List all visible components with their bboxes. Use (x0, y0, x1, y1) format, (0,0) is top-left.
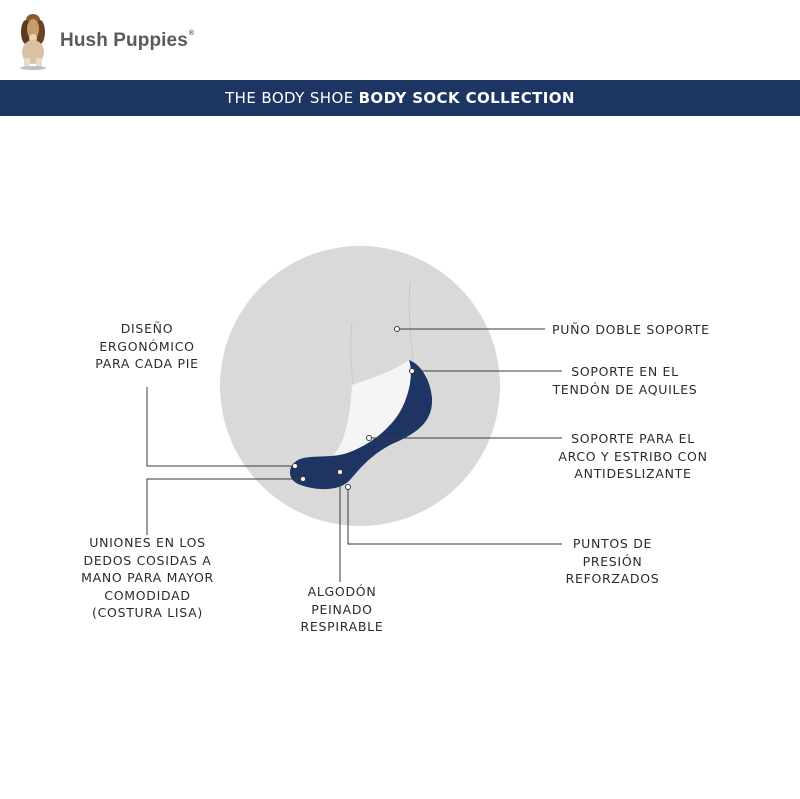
ergonomic-dot (293, 464, 298, 469)
callout-pressure: PUNTOS DE PRESIÓN REFORZADOS (565, 536, 660, 586)
callout-achilles: SOPORTE EN EL TENDÓN DE AQUILES (552, 364, 698, 397)
callout-cuff: PUÑO DOBLE SOPORTE (552, 322, 710, 337)
callout-cotton: ALGODÓN PEINADO RESPIRABLE (300, 584, 384, 634)
achilles-dot (410, 369, 415, 374)
title-bold: BODY SOCK COLLECTION (358, 89, 575, 107)
brand-name: Hush Puppies® (60, 30, 195, 51)
arch-dot (367, 436, 372, 441)
seams-dot (301, 477, 306, 482)
callout-arch: SOPORTE PARA EL ARCO Y ESTRIBO CON ANTIDESLIZANTE (558, 431, 708, 481)
pressure-dot (346, 485, 351, 490)
title-regular: THE BODY SHOE (225, 89, 354, 107)
cotton-dot (338, 470, 343, 475)
callout-ergonomic: DISEÑO ERGONÓMICO PARA CADA PIE (95, 321, 199, 371)
cuff-dot (395, 327, 400, 332)
callout-seams: UNIONES EN LOS DEDOS COSIDAS A MANO PARA MAYOR COMODIDAD (COSTURA LISA) (81, 535, 214, 620)
